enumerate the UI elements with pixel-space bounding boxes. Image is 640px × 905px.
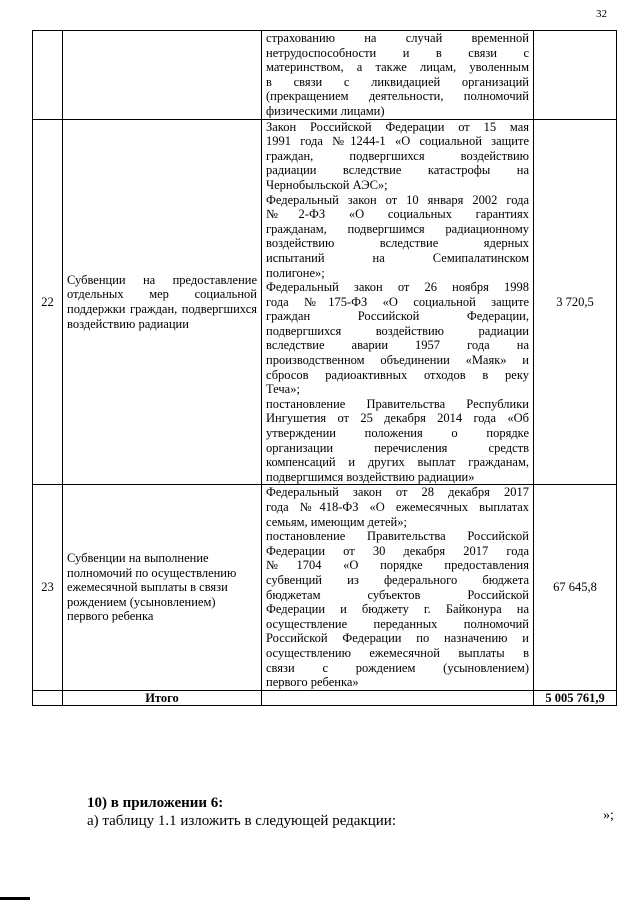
legal-basis-line: вследствие аварии 1957 года на [266, 338, 529, 353]
legal-basis-cell [262, 119, 534, 485]
legal-basis-line: радиации вследствие катастрофы на [266, 163, 529, 178]
row-number-cell [33, 31, 63, 120]
legal-basis-line: испытаний на Семипалатинском [266, 250, 529, 265]
legal-basis-line: осуществление переданных полномочий [266, 616, 529, 631]
legal-basis-line: материнством, а также лицам, уволенным [266, 60, 529, 75]
legal-basis-line: года №418-ФЗ «О ежемесячных выплатах [266, 500, 529, 514]
legal-basis-line: Федерации и бюджету г. Байконура на [266, 602, 529, 617]
legal-basis-line: граждан, подвергшихся воздействию [266, 148, 529, 163]
total-row [33, 690, 617, 706]
table-row-continuation [33, 31, 617, 120]
legal-basis-line: физическими лицами) [266, 103, 385, 118]
subventions-table [32, 30, 617, 706]
amount-cell: 67 645,8 [534, 485, 617, 690]
legal-basis-line: компенсаций и других выплат гражданам, [266, 455, 529, 470]
legal-basis-line: Российской Федерации по назначению и [266, 631, 529, 646]
row-number-cell: 23 [33, 485, 63, 690]
total-label: Итого [63, 690, 262, 706]
legal-basis-line: бюджетам субъектов Российской [266, 587, 529, 602]
legal-basis-line: постановление Правительства Республики [266, 396, 529, 411]
legal-basis-line: (прекращением деятельности, полномочий [266, 89, 529, 104]
legal-basis-line: связи с рождением (усыновлением) [266, 660, 529, 675]
row-number-cell: 22 [33, 119, 63, 485]
legal-basis-line: в связи с ликвидацией организаций [266, 74, 529, 89]
page-number: 32 [596, 8, 607, 20]
subject-cell [63, 31, 262, 120]
legal-basis-line: первого ребенка» [266, 675, 359, 690]
legal-basis-line: сбросов радиоактивных отходов в реку [266, 367, 529, 382]
legal-basis-line: Чернобыльской АЭС»; [266, 177, 388, 192]
legal-basis-cell [262, 485, 534, 690]
amount-cell [534, 31, 617, 120]
legal-basis-line: подвергшихся воздействию радиации [266, 323, 529, 338]
legal-basis-line: нетрудоспособности и в связи с [266, 45, 529, 60]
legal-basis-line: №1704 «О порядке предоставления [266, 558, 529, 573]
legal-basis-line: гражданам, подвергшимся радиационному [266, 221, 529, 236]
legal-basis-line: постановление Правительства Российской [266, 529, 529, 544]
legal-basis-line: Федеральный закон от 10 января 2002 года [266, 192, 529, 207]
legal-basis-line: Ингушетия от 25 декабря 2014 года «Об [266, 411, 529, 426]
legal-basis-line: подвергшимся воздействию радиации» [266, 469, 475, 484]
legal-basis-line: полигоне»; [266, 265, 325, 280]
legal-basis-line: граждан Российской Федерации, [266, 309, 529, 324]
scan-edge-mark [0, 897, 30, 900]
total-empty-cell [262, 690, 534, 706]
legal-basis-line: субвенций из федерального бюджета [266, 572, 529, 587]
legal-basis-line: воздействию вследствие ядерных [266, 236, 529, 251]
legal-basis-line: осуществлению ежемесячной выплаты в [266, 645, 529, 660]
legal-basis-line: Федерации от 30 декабря 2017 года [266, 543, 529, 558]
legal-basis-line: организации перечисления средств [266, 440, 529, 455]
legal-basis-line: Федеральный закон от 26 ноября 1998 [266, 280, 529, 295]
legal-basis-line: семьям, имеющим детей»; [266, 514, 407, 529]
total-empty-cell [33, 690, 63, 706]
legal-basis-line: Федеральный закон от 28 декабря 2017 [266, 485, 529, 500]
legal-basis-line: Закон Российской Федерации от 15 мая [266, 119, 529, 134]
legal-basis-cell [262, 31, 534, 120]
legal-basis-line: утверждении положения о порядке [266, 426, 529, 441]
subject-cell: Субвенции на предоставление отдельных мер социальной поддержки граждан, подвергшихся воздействию радиации [63, 119, 262, 485]
legal-basis-line: производственном объединении «Маяк» и [266, 353, 529, 368]
closing-quote-mark: »; [603, 808, 614, 823]
table-row-23 [33, 485, 617, 690]
instruction-text: а) таблицу 1.1 изложить в следующей редакции: [87, 813, 396, 829]
legal-basis-line: №2-ФЗ «О социальных гарантиях [266, 207, 529, 222]
legal-basis-line: года №175-ФЗ «О социальной защите [266, 294, 529, 309]
section-heading: 10) в приложении 6: [87, 795, 224, 811]
table-row-22 [33, 119, 617, 485]
legal-basis-line: Теча»; [266, 382, 300, 397]
total-amount: 5 005 761,9 [534, 690, 617, 706]
amount-cell: 3 720,5 [534, 119, 617, 485]
legal-basis-line: страхованию на случай временной [266, 31, 529, 45]
legal-basis-line: 1991 года №1244-1 «О социальной защите [266, 134, 529, 149]
subject-cell: Субвенции на выполнение полномочий по осуществлению ежемесячной выплаты в связи рождением (усыновлением) первого ребенка [63, 485, 262, 690]
